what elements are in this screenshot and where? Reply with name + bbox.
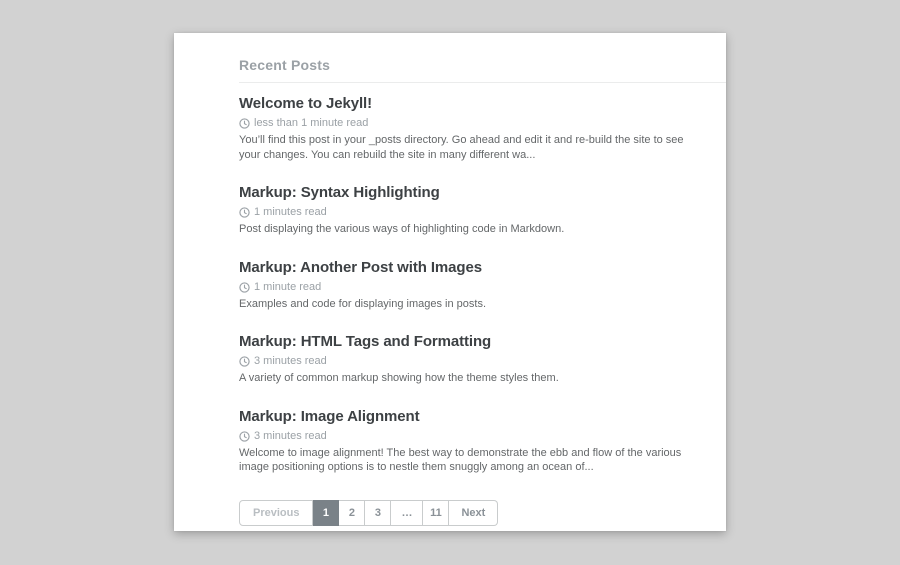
post-meta — [239, 204, 726, 221]
pagination-page-2-button[interactable]: 2 — [339, 500, 365, 526]
page-title: Recent Posts — [239, 55, 726, 83]
post-meta — [239, 428, 726, 445]
post-title-link[interactable]: Markup: HTML Tags and Formatting — [239, 333, 492, 350]
post-list-item — [239, 258, 726, 312]
post-title-link[interactable]: Welcome to Jekyll! — [239, 95, 372, 112]
pagination-next-button[interactable]: Next — [449, 500, 498, 526]
post-list-item — [239, 94, 726, 162]
clock-icon — [239, 207, 250, 218]
post-excerpt: Welcome to image alignment! The best way to demonstrate the ebb and flow of the various image positioning options is to nestle them snuggly among an ocean of... — [239, 446, 682, 473]
read-time-label: 3 minutes read — [254, 355, 327, 367]
read-time-label: less than 1 minute read — [254, 117, 369, 129]
post-title-link[interactable]: Markup: Another Post with Images — [239, 258, 482, 276]
post-excerpt: A variety of common markup showing how the theme styles them. — [239, 372, 559, 384]
pagination — [239, 500, 498, 526]
post-meta — [239, 279, 726, 296]
post-excerpt: Post displaying the various ways of highlighting code in Markdown. — [239, 223, 565, 235]
post-meta — [239, 115, 726, 132]
post-list-item — [239, 407, 726, 475]
post-title-link[interactable]: Markup: Image Alignment — [239, 407, 420, 425]
read-time-label: 3 minutes read — [254, 429, 327, 442]
post-title-link[interactable]: Markup: Syntax Highlighting — [239, 184, 440, 201]
pagination-page-11-button[interactable]: 11 — [423, 500, 449, 526]
clock-icon — [239, 356, 250, 367]
post-list-item — [239, 183, 726, 237]
clock-icon — [239, 431, 250, 442]
clock-icon — [239, 118, 250, 129]
post-list-item — [239, 332, 726, 386]
read-time-label: 1 minutes read — [254, 206, 327, 218]
post-excerpt: Examples and code for displaying images in posts. — [239, 297, 487, 310]
content-card — [174, 33, 726, 531]
pagination-ellipsis: … — [391, 500, 423, 526]
clock-icon — [239, 282, 250, 293]
pagination-previous-button: Previous — [239, 500, 313, 526]
post-meta — [239, 353, 726, 370]
pagination-page-1-button[interactable]: 1 — [313, 500, 339, 526]
pagination-page-3-button[interactable]: 3 — [365, 500, 391, 526]
post-excerpt: You’ll find this post in your _posts directory. Go ahead and edit it and re-build the site to see your changes. You can rebuild the site in many different wa... — [239, 134, 684, 161]
read-time-label: 1 minute read — [254, 280, 322, 293]
